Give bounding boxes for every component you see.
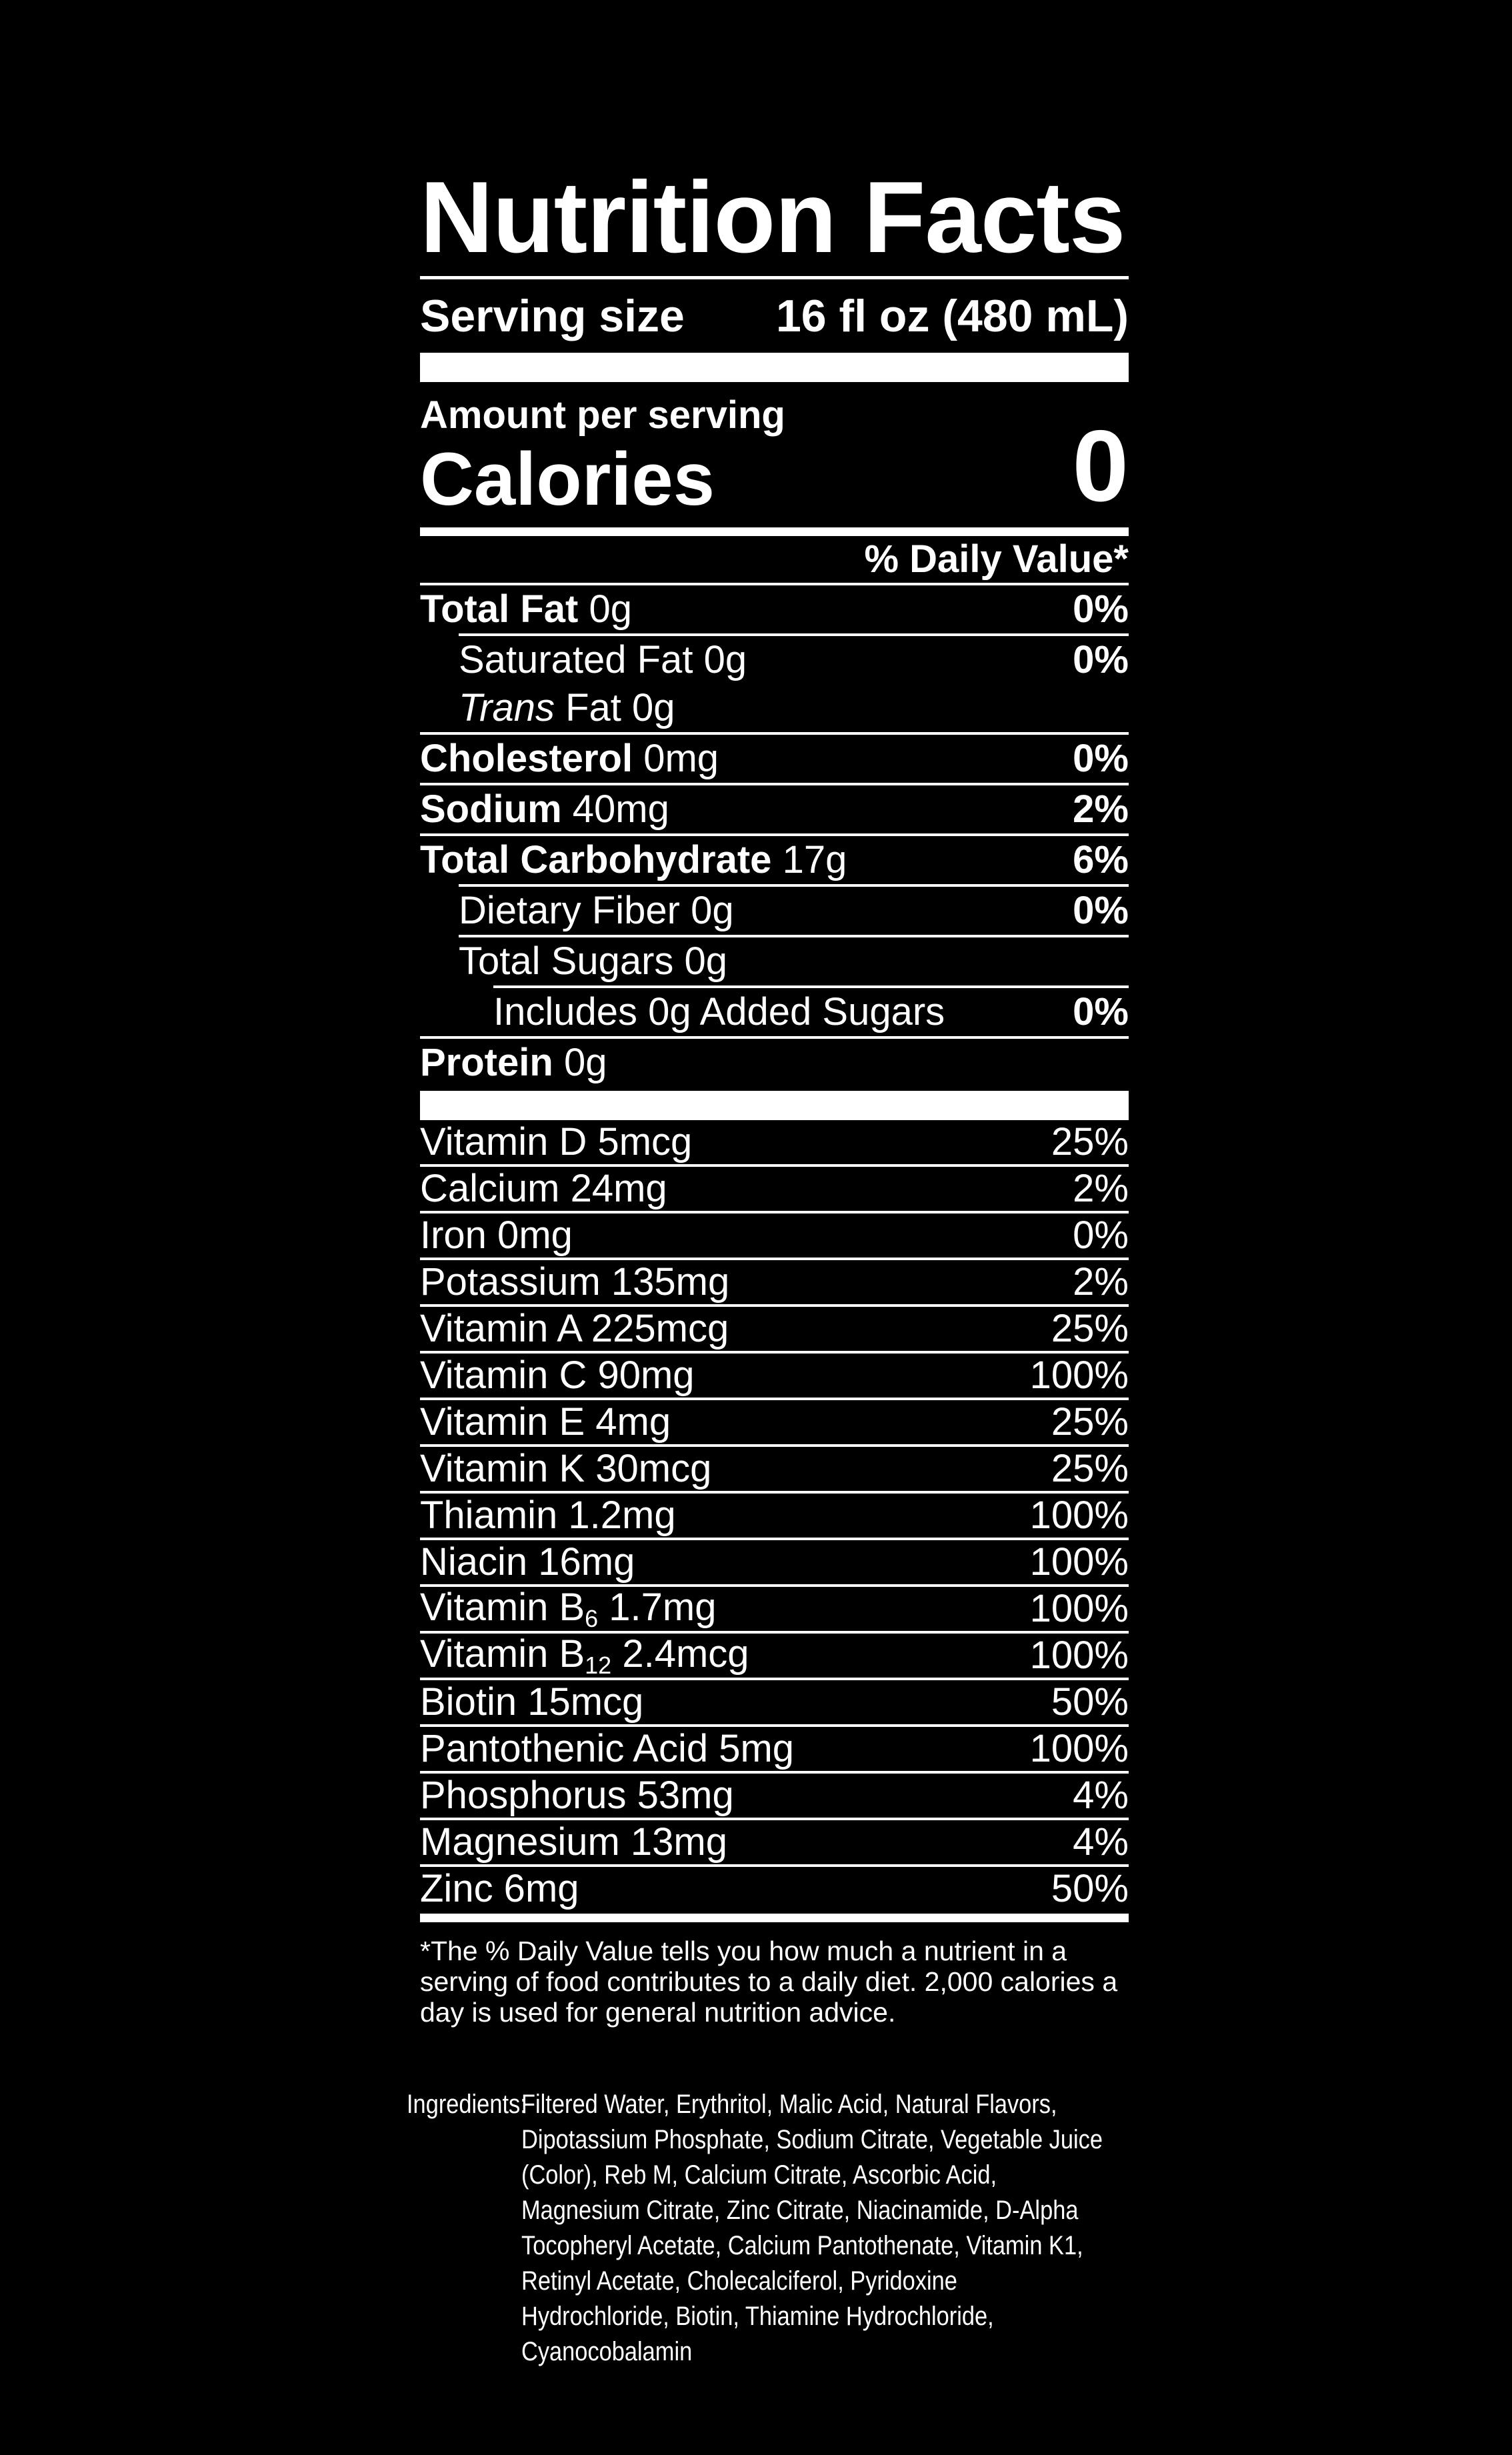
nutrient-name: Includes 0g Added Sugars xyxy=(493,990,945,1034)
vitamin-row xyxy=(420,1167,1129,1211)
vitamin-name: Vitamin K 30mcg xyxy=(420,1447,712,1491)
nutrient-amount: 0g xyxy=(589,587,632,631)
vitamin-dv: 100% xyxy=(1029,1494,1129,1538)
vitamin-name: Zinc 6mg xyxy=(420,1867,579,1911)
divider-thick xyxy=(420,353,1129,382)
vitamin-dv: 100% xyxy=(1029,1727,1129,1771)
ingredients-line: Magnesium Citrate, Zinc Citrate, Niacinamide, D-Alpha xyxy=(521,2196,1079,2225)
nutrient-row-sodium xyxy=(420,785,1129,833)
nutrient-dv: 0% xyxy=(1073,889,1129,933)
nutrient-name: Protein xyxy=(420,1041,553,1085)
vitamin-dv: 4% xyxy=(1073,1820,1129,1864)
nutrient-name: Sodium xyxy=(420,787,562,831)
vitamin-name-amount: 2.4mcg xyxy=(611,1632,749,1676)
vitamin-name: Phosphorus 53mg xyxy=(420,1774,734,1818)
ingredients-line: (Color), Reb M, Calcium Citrate, Ascorbic Acid, xyxy=(521,2160,997,2190)
vitamin-dv: 50% xyxy=(1051,1867,1129,1911)
calories-label: Calories xyxy=(420,437,715,521)
vitamin-name: Vitamin A 225mcg xyxy=(420,1307,729,1351)
vitamin-dv: 2% xyxy=(1073,1167,1129,1211)
nutrient-row-total-fat xyxy=(420,585,1129,633)
vitamin-name: Biotin 15mcg xyxy=(420,1680,644,1724)
vitamin-name xyxy=(420,1632,749,1680)
vitamin-dv: 25% xyxy=(1051,1307,1129,1351)
amount-per-serving: Amount per serving xyxy=(420,393,785,437)
nutrient-name: Dietary Fiber xyxy=(459,889,680,933)
divider-medium xyxy=(420,1914,1129,1922)
vitamin-dv: 50% xyxy=(1051,1680,1129,1724)
vitamin-row xyxy=(420,1634,1129,1678)
nutrient-label xyxy=(459,939,727,983)
ingredients-line: Dipotassium Phosphate, Sodium Citrate, Vegetable Juice xyxy=(521,2125,1103,2154)
nutrition-facts-panel xyxy=(420,150,1129,2028)
nutrient-name: Trans xyxy=(459,686,555,730)
nutrient-name: Saturated Fat xyxy=(459,638,693,682)
nutrient-label xyxy=(420,837,847,882)
ingredients-line: Tocopheryl Acetate, Calcium Pantothenate, Vitamin K1, xyxy=(521,2231,1083,2260)
vitamin-name-amount: 1.7mg xyxy=(598,1585,717,1629)
nutrient-amount: 17g xyxy=(782,838,847,882)
vitamin-name: Vitamin D 5mcg xyxy=(420,1120,693,1164)
ingredients-list xyxy=(521,2087,1146,2370)
vitamin-row xyxy=(420,1354,1129,1398)
vitamin-name: Thiamin 1.2mg xyxy=(420,1494,676,1538)
vitamin-name: Magnesium 13mg xyxy=(420,1820,727,1864)
nutrient-dv: 6% xyxy=(1073,838,1129,882)
serving-size-value: 16 fl oz (480 mL) xyxy=(775,291,1129,341)
vitamin-name: Calcium 24mg xyxy=(420,1167,667,1211)
nutrient-amount: Fat 0g xyxy=(565,686,675,730)
vitamin-row xyxy=(420,1213,1129,1258)
nutrient-dv: 0% xyxy=(1073,587,1129,631)
vitamin-row xyxy=(420,1540,1129,1584)
nutrient-row-total-carbohydrate xyxy=(420,836,1129,884)
vitamin-dv: 2% xyxy=(1073,1260,1129,1304)
vitamin-dv: 25% xyxy=(1051,1400,1129,1444)
nutrient-row-saturated-fat xyxy=(420,636,1129,684)
vitamin-name: Vitamin C 90mg xyxy=(420,1354,695,1398)
calories-value: 0 xyxy=(1072,409,1129,523)
vitamin-row xyxy=(420,1447,1129,1491)
vitamin-row xyxy=(420,1587,1129,1631)
nutrient-amount: 40mg xyxy=(572,787,669,831)
vitamin-row xyxy=(420,1774,1129,1818)
vitamin-dv: 100% xyxy=(1029,1354,1129,1398)
ingredients-line: Hydrochloride, Biotin, Thiamine Hydrochloride, xyxy=(521,2302,994,2331)
nutrient-name: Total Sugars xyxy=(459,939,674,983)
vitamin-name: Potassium 135mg xyxy=(420,1260,730,1304)
nutrient-dv: 2% xyxy=(1073,787,1129,831)
panel-title: Nutrition Facts xyxy=(420,161,1125,274)
nutrient-label xyxy=(459,685,675,730)
vitamin-name-main: Vitamin B xyxy=(420,1632,585,1676)
vitamin-row xyxy=(420,1867,1129,1911)
nutrient-label xyxy=(420,787,669,831)
vitamin-row xyxy=(420,1727,1129,1771)
vitamin-row xyxy=(420,1260,1129,1304)
vitamin-row xyxy=(420,1820,1129,1864)
nutrient-label xyxy=(420,1040,607,1085)
nutrient-amount: 0g xyxy=(563,1041,607,1085)
vitamin-name: Vitamin E 4mg xyxy=(420,1400,671,1444)
nutrient-dv: 0% xyxy=(1073,638,1129,682)
nutrient-amount: 0g xyxy=(703,638,747,682)
vitamin-row xyxy=(420,1494,1129,1538)
vitamin-row xyxy=(420,1307,1129,1351)
vitamin-subscript: 12 xyxy=(585,1651,612,1679)
nutrient-label xyxy=(459,888,734,933)
vitamin-dv: 25% xyxy=(1051,1447,1129,1491)
vitamin-name: Niacin 16mg xyxy=(420,1540,635,1584)
nutrient-label xyxy=(493,989,945,1034)
ingredients-line: Filtered Water, Erythritol, Malic Acid, Natural Flavors, xyxy=(521,2090,1057,2119)
nutrient-label xyxy=(459,637,747,682)
vitamin-dv: 25% xyxy=(1051,1120,1129,1164)
nutrient-amount: 0mg xyxy=(643,737,719,781)
nutrient-dv: 0% xyxy=(1073,990,1129,1034)
nutrient-dv: 0% xyxy=(1073,737,1129,781)
vitamin-dv: 100% xyxy=(1029,1587,1129,1631)
vitamin-row xyxy=(420,1400,1129,1444)
divider-medium xyxy=(420,527,1129,536)
nutrient-row-cholesterol xyxy=(420,735,1129,783)
vitamin-dv: 100% xyxy=(1029,1540,1129,1584)
nutrient-amount: 0g xyxy=(684,939,728,983)
ingredients-line: Cyanocobalamin xyxy=(521,2337,693,2366)
nutrient-row-added-sugars xyxy=(420,988,1129,1036)
nutrient-label xyxy=(420,587,632,631)
nutrient-row-total-sugars xyxy=(420,937,1129,985)
vitamin-dv: 4% xyxy=(1073,1774,1129,1818)
vitamin-row xyxy=(420,1120,1129,1164)
nutrient-row-protein xyxy=(420,1039,1129,1087)
nutrient-name: Cholesterol xyxy=(420,737,633,781)
vitamin-name: Pantothenic Acid 5mg xyxy=(420,1727,795,1771)
nutrient-amount: 0g xyxy=(691,889,734,933)
serving-size-row xyxy=(420,279,1129,353)
vitamin-row xyxy=(420,1680,1129,1724)
divider-thick xyxy=(420,1091,1129,1120)
nutrient-row-trans-fat xyxy=(420,684,1129,732)
serving-size-label: Serving size xyxy=(420,291,685,341)
ingredients-label: Ingredients: xyxy=(407,2090,527,2119)
nutrient-name: Total Fat xyxy=(420,587,579,631)
vitamin-name-main: Vitamin B xyxy=(420,1585,585,1629)
vitamin-name: Iron 0mg xyxy=(420,1213,573,1258)
nutrient-label xyxy=(420,736,719,781)
vitamin-subscript: 6 xyxy=(585,1604,599,1632)
vitamin-dv: 100% xyxy=(1029,1634,1129,1678)
ingredients-line: Retinyl Acetate, Cholecalciferol, Pyridoxine xyxy=(521,2266,957,2296)
daily-value-header: % Daily Value* xyxy=(864,537,1129,581)
daily-value-footnote: *The % Daily Value tells you how much a nutrient in a serving of food contributes to a daily diet. 2,000 calories a day is used for general nutrition advice. xyxy=(420,1935,1118,2028)
vitamin-dv: 0% xyxy=(1073,1213,1129,1258)
vitamin-name xyxy=(420,1585,717,1633)
nutrient-name: Total Carbohydrate xyxy=(420,838,772,882)
nutrient-row-dietary-fiber xyxy=(420,887,1129,935)
